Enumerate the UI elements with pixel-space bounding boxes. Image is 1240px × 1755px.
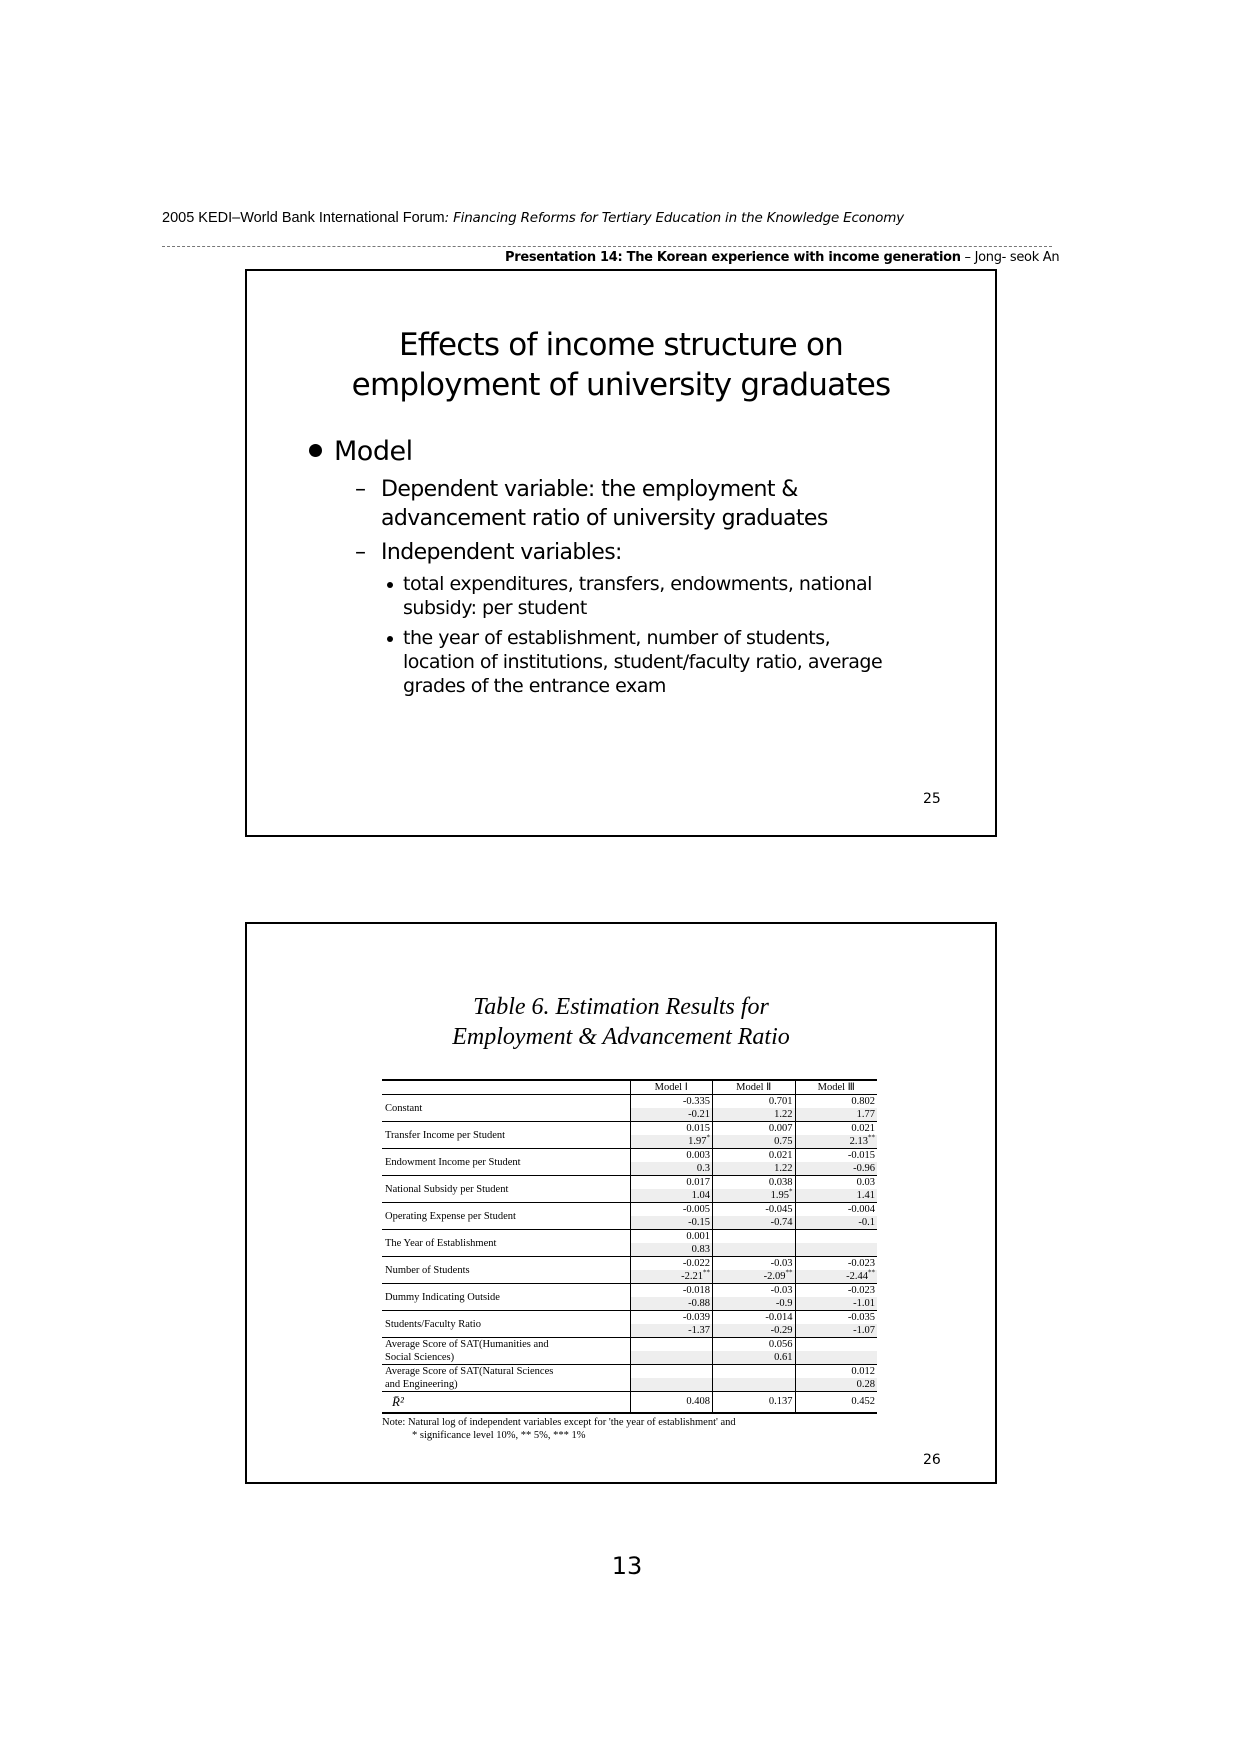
- bullet-icon: [387, 636, 393, 642]
- row-label: The Year of Establishment: [382, 1230, 630, 1257]
- slide-number: 26: [923, 1452, 941, 1468]
- forum-header: [162, 210, 904, 226]
- row-label: Endowment Income per Student: [382, 1149, 630, 1176]
- t-stat-value: -0.29: [770, 1325, 793, 1336]
- coefficient-cell: -0.014: [713, 1311, 796, 1325]
- t-stat-cell: [795, 1297, 877, 1311]
- coefficient-cell: -0.004: [795, 1203, 877, 1217]
- significance-mark: *: [789, 1187, 793, 1196]
- t-stat-value: -0.88: [688, 1298, 710, 1309]
- t-stat-cell: [795, 1108, 877, 1122]
- t-stat-value: 1.22: [774, 1163, 793, 1174]
- note-line: Note: Natural log of independent variables except for 'the year of establishment' and: [382, 1417, 736, 1428]
- t-stat-value: 1.95: [770, 1190, 789, 1201]
- t-stat-cell: [795, 1378, 877, 1392]
- t-stat-cell: [713, 1216, 796, 1230]
- coefficient-cell: [795, 1230, 877, 1244]
- bullet-icon: [309, 444, 322, 457]
- coefficient-cell: 0.007: [713, 1122, 796, 1136]
- table-row: [382, 1338, 877, 1352]
- t-stat-cell: [630, 1378, 713, 1392]
- t-stat-cell: [630, 1243, 713, 1257]
- coefficient-cell: 0.021: [713, 1149, 796, 1163]
- bullet-icon: [387, 582, 393, 588]
- significance-mark: *: [706, 1133, 710, 1142]
- t-stat-cell: [630, 1162, 713, 1176]
- coefficient-cell: 0.015: [630, 1122, 713, 1136]
- coefficient-cell: 0.017: [630, 1176, 713, 1190]
- t-stat-value: -2.44: [846, 1271, 868, 1282]
- t-stat-cell: [713, 1162, 796, 1176]
- t-stat-cell: [630, 1324, 713, 1338]
- t-stat-value: -2.21: [681, 1271, 703, 1282]
- coefficient-cell: -0.045: [713, 1203, 796, 1217]
- coefficient-cell: -0.018: [630, 1284, 713, 1298]
- coefficient-cell: -0.005: [630, 1203, 713, 1217]
- table-title-line: Table 6. Estimation Results for: [473, 994, 769, 1020]
- row-label: Transfer Income per Student: [382, 1122, 630, 1149]
- sub-bullet-dependent: [355, 475, 969, 533]
- column-header: Model Ⅲ: [795, 1080, 877, 1095]
- table-header-row: [382, 1080, 877, 1095]
- header-rule: [162, 246, 1052, 247]
- table-row: [382, 1284, 877, 1298]
- t-stat-cell: [795, 1243, 877, 1257]
- coefficient-cell: -0.03: [713, 1257, 796, 1271]
- t-stat-value: 1.04: [691, 1190, 710, 1201]
- t-stat-value: 0.3: [696, 1163, 710, 1174]
- coefficient-cell: -0.035: [795, 1311, 877, 1325]
- t-stat-cell: [630, 1297, 713, 1311]
- coefficient-cell: [630, 1338, 713, 1352]
- table-row: [382, 1149, 877, 1163]
- row-label: Average Score of SAT(Natural Sciences: [382, 1365, 630, 1379]
- t-stat-value: -1.37: [688, 1325, 710, 1336]
- coefficient-cell: [713, 1365, 796, 1379]
- estimation-results-table: [382, 1079, 877, 1414]
- sub-sub-bullet-establishment: [387, 626, 969, 698]
- coefficient-cell: -0.335: [630, 1095, 713, 1109]
- t-stat-cell: [630, 1216, 713, 1230]
- coefficient-cell: [630, 1365, 713, 1379]
- coefficient-cell: 0.038: [713, 1176, 796, 1190]
- r-squared-row: [382, 1392, 877, 1414]
- t-stat-value: 1.97: [688, 1136, 707, 1147]
- coefficient-cell: 0.012: [795, 1365, 877, 1379]
- table-row: [382, 1095, 877, 1109]
- row-label: Students/Faculty Ratio: [382, 1311, 630, 1338]
- coefficient-cell: 0.003: [630, 1149, 713, 1163]
- table-row: [382, 1311, 877, 1325]
- t-stat-value: -0.21: [688, 1109, 710, 1120]
- t-stat-cell: [795, 1351, 877, 1365]
- row-label: Constant: [385, 1102, 423, 1114]
- slide-26: [245, 922, 997, 1484]
- presentation-title: Presentation 14: The Korean experience with income generation: [505, 250, 961, 265]
- row-label: Dummy Indicating Outside: [382, 1284, 630, 1311]
- dash-icon: –: [355, 477, 366, 502]
- t-stat-value: 1.41: [856, 1190, 875, 1201]
- t-stat-value: -2.09: [763, 1271, 786, 1282]
- coefficient-cell: -0.023: [795, 1257, 877, 1271]
- t-stat-value: 0.75: [774, 1136, 793, 1147]
- significance-mark: **: [785, 1268, 793, 1277]
- table-row: [382, 1230, 877, 1244]
- slide-body: [309, 435, 969, 704]
- dash-icon: –: [355, 540, 366, 565]
- coefficient-cell: [795, 1338, 877, 1352]
- t-stat-cell: [713, 1297, 796, 1311]
- t-stat-value: 2.13: [849, 1136, 868, 1147]
- coefficient-cell: 0.03: [795, 1176, 877, 1190]
- t-stat-cell: [795, 1135, 877, 1149]
- t-stat-cell: [630, 1108, 713, 1122]
- table-row: [382, 1203, 877, 1217]
- row-label: Operating Expense per Student: [382, 1203, 630, 1230]
- row-label: Average Score of SAT(Humanities and: [382, 1338, 630, 1352]
- sub-bullet-independent: [355, 538, 969, 567]
- coefficient-cell: -0.022: [630, 1257, 713, 1271]
- significance-mark: **: [868, 1133, 875, 1142]
- coefficient-cell: 0.701: [713, 1095, 796, 1109]
- t-stat-value: -0.9: [775, 1298, 793, 1309]
- t-stat-cell: [795, 1216, 877, 1230]
- r-squared-label: R̄²: [382, 1392, 630, 1414]
- t-stat-value: -0.15: [688, 1217, 710, 1228]
- significance-mark: **: [868, 1268, 875, 1277]
- bullet-model: [309, 435, 969, 469]
- coefficient-cell: -0.039: [630, 1311, 713, 1325]
- t-stat-cell: [630, 1351, 713, 1365]
- sub-bullet-line: Dependent variable: the employment &: [381, 477, 798, 502]
- forum-subtitle: : Financing Reforms for Tertiary Education in the Knowledge Economy: [444, 210, 904, 226]
- coefficient-cell: -0.015: [795, 1149, 877, 1163]
- r-squared-cell: 0.452: [795, 1392, 877, 1414]
- t-stat-value: -0.96: [853, 1163, 875, 1174]
- sub-sub-bullet-line: total expenditures, transfers, endowments, national: [403, 573, 872, 595]
- t-stat-value: 1.22: [774, 1109, 793, 1120]
- t-stat-cell: [713, 1351, 796, 1365]
- t-stat-cell: [630, 1270, 713, 1284]
- t-stat-value: -0.1: [858, 1217, 875, 1228]
- coefficient-cell: 0.021: [795, 1122, 877, 1136]
- t-stat-cell: [713, 1324, 796, 1338]
- t-stat-cell: [795, 1324, 877, 1338]
- table-note: [382, 1416, 882, 1442]
- r-squared-cell: 0.408: [630, 1392, 713, 1414]
- coefficient-cell: -0.023: [795, 1284, 877, 1298]
- row-label: Number of Students: [382, 1257, 630, 1284]
- t-stat-value: 0.83: [691, 1244, 710, 1255]
- bullet-text: Model: [334, 436, 413, 467]
- t-stat-cell: [713, 1243, 796, 1257]
- column-header: Model Ⅱ: [713, 1080, 796, 1095]
- t-stat-cell: [713, 1108, 796, 1122]
- coefficient-cell: [713, 1230, 796, 1244]
- sub-bullet-line: Independent variables:: [381, 540, 622, 565]
- row-label: National Subsidy per Student: [382, 1176, 630, 1203]
- t-stat-cell: [795, 1162, 877, 1176]
- slide-title: [247, 325, 995, 405]
- slide-25: [245, 269, 997, 837]
- slide-title-line: Effects of income structure on: [399, 327, 843, 363]
- slide-number: 25: [923, 791, 941, 807]
- table-row: [382, 1122, 877, 1136]
- t-stat-value: -0.74: [770, 1217, 793, 1228]
- table-title-line: Employment & Advancement Ratio: [452, 1024, 790, 1050]
- t-stat-cell: [795, 1189, 877, 1203]
- sub-sub-bullet-line: subsidy: per student: [403, 597, 587, 619]
- coefficient-cell: 0.001: [630, 1230, 713, 1244]
- sub-sub-bullet-expenditures: [387, 572, 969, 620]
- t-stat-cell: [713, 1270, 796, 1284]
- sub-sub-bullet-line: location of institutions, student/faculty ratio, average: [403, 651, 883, 673]
- header-blank: [382, 1080, 630, 1095]
- table-row: [382, 1176, 877, 1190]
- t-stat-value: -1.01: [853, 1298, 875, 1309]
- coefficient-cell: -0.03: [713, 1284, 796, 1298]
- note-line: * significance level 10%, ** 5%, *** 1%: [412, 1430, 586, 1441]
- t-stat-cell: [795, 1270, 877, 1284]
- t-stat-value: 0.61: [774, 1352, 793, 1363]
- table-row: [382, 1257, 877, 1271]
- t-stat-value: 0.28: [856, 1379, 875, 1390]
- r-squared-cell: 0.137: [713, 1392, 796, 1414]
- forum-name: 2005 KEDI–World Bank International Forum: [162, 210, 445, 226]
- coefficient-cell: 0.802: [795, 1095, 877, 1109]
- coefficient-cell: 0.056: [713, 1338, 796, 1352]
- row-label-cont: and Engineering): [385, 1379, 458, 1390]
- presentation-author: – Jong- seok An: [960, 250, 1060, 265]
- sub-sub-bullet-line: grades of the entrance exam: [403, 675, 666, 697]
- slide-title-line: employment of university graduates: [351, 367, 891, 403]
- t-stat-cell: [713, 1378, 796, 1392]
- table-row-tstat: [382, 1378, 877, 1392]
- t-stat-value: -1.07: [853, 1325, 875, 1336]
- column-header: Model Ⅰ: [630, 1080, 713, 1095]
- table-row: [382, 1365, 877, 1379]
- sub-sub-bullet-line: the year of establishment, number of students,: [403, 627, 831, 649]
- table-title: [247, 992, 995, 1052]
- significance-mark: **: [703, 1268, 710, 1277]
- page-number: 13: [611, 1552, 643, 1580]
- t-stat-cell: [713, 1135, 796, 1149]
- t-stat-cell: [630, 1135, 713, 1149]
- row-label-cont: Social Sciences): [385, 1352, 455, 1363]
- sub-bullet-line: advancement ratio of university graduates: [381, 506, 828, 531]
- table-row-tstat: [382, 1351, 877, 1365]
- presentation-line: [505, 250, 1059, 265]
- t-stat-value: 1.77: [856, 1109, 875, 1120]
- t-stat-cell: [713, 1189, 796, 1203]
- table-block: [382, 1079, 882, 1442]
- t-stat-cell: [630, 1189, 713, 1203]
